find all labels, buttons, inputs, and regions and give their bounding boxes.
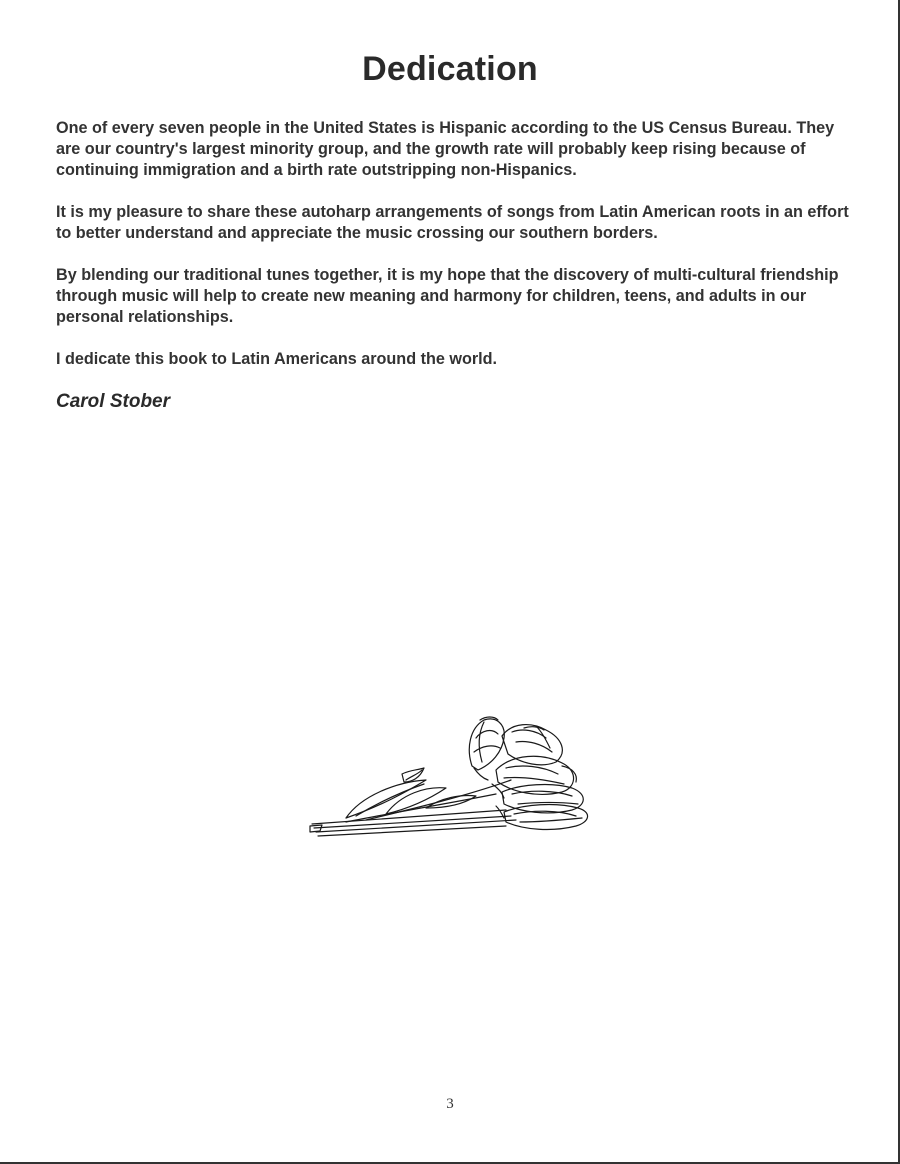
paragraph-1: One of every seven people in the United States is Hispanic according to the US Census Bureau. They are our country's largest minority group, and the growth rate will probably keep rising because of continuing immigration and a birth rate outstripping non-Hispanics. (56, 119, 835, 179)
page-title: Dedication (362, 50, 538, 88)
rose-bouquet-illustration (306, 708, 596, 848)
dedication-text (56, 118, 856, 413)
page-number: 3 (446, 1096, 454, 1112)
paragraph-4: I dedicate this book to Latin Americans around the world. (56, 350, 498, 368)
paragraph-2: It is my pleasure to share these autoharp arrangements of songs from Latin American roots in an effort to better understand and appreciate the music crossing our southern borders. (56, 203, 849, 242)
rose-heads (469, 717, 587, 829)
author-signature: Carol Stober (56, 391, 171, 412)
leaves (346, 768, 476, 818)
paragraph-3: By blending our traditional tunes together, it is my hope that the discovery of multi-cultural friendship through music will help to create new meaning and harmony for children, teens, and adults in our personal relationships. (56, 266, 839, 326)
